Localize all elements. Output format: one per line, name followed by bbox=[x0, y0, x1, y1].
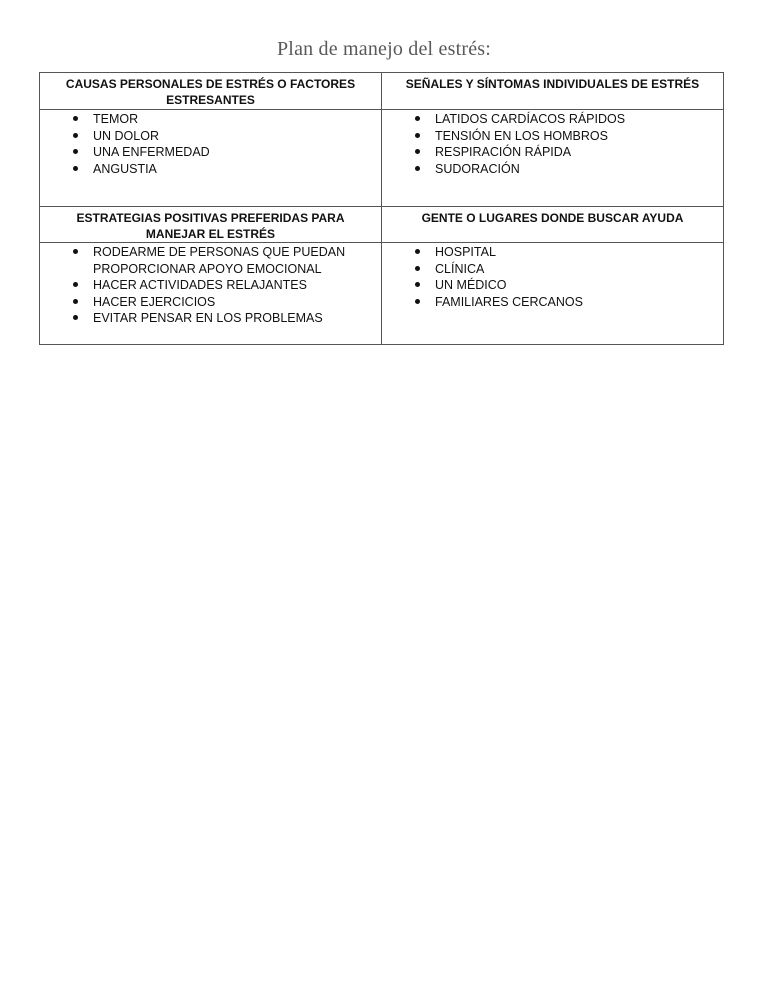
bullet-icon bbox=[415, 133, 420, 138]
list-item bbox=[382, 277, 723, 294]
bullet-icon bbox=[415, 249, 420, 254]
table-row bbox=[40, 110, 724, 207]
list-item bbox=[40, 294, 381, 311]
strategies-list bbox=[40, 244, 381, 327]
symptoms-list bbox=[382, 111, 723, 177]
section-header-causes: CAUSAS PERSONALES DE ESTRÉS O FACTORES ESTRESANTES bbox=[40, 73, 382, 110]
bullet-icon bbox=[415, 266, 420, 271]
bullet-icon bbox=[415, 116, 420, 121]
bullet-icon bbox=[73, 315, 78, 320]
list-item-text: HACER ACTIVIDADES RELAJANTES bbox=[93, 278, 307, 292]
bullet-icon bbox=[73, 282, 78, 287]
bullet-icon bbox=[73, 249, 78, 254]
bullet-icon bbox=[73, 149, 78, 154]
list-item-text: UN DOLOR bbox=[93, 128, 159, 143]
list-item bbox=[40, 161, 381, 178]
list-item-text: SUDORACIÓN bbox=[435, 161, 520, 176]
causes-list bbox=[40, 111, 381, 177]
bullet-icon bbox=[415, 166, 420, 171]
list-item bbox=[382, 161, 723, 178]
bullet-icon bbox=[415, 282, 420, 287]
list-item bbox=[382, 111, 723, 128]
list-item bbox=[382, 128, 723, 145]
list-item-text: UNA ENFERMEDAD bbox=[93, 145, 210, 159]
page-title: Plan de manejo del estrés: bbox=[276, 38, 492, 60]
section-body-causes bbox=[40, 110, 382, 207]
list-item bbox=[382, 244, 723, 261]
list-item bbox=[40, 244, 381, 277]
list-item bbox=[40, 128, 381, 145]
list-item-text: TEMOR bbox=[93, 112, 139, 126]
list-item-text: HACER EJERCICIOS bbox=[93, 294, 216, 309]
section-body-symptoms bbox=[382, 110, 724, 207]
help-list bbox=[382, 244, 723, 310]
list-item-text: EVITAR PENSAR EN LOS PROBLEMAS bbox=[93, 311, 323, 325]
list-item bbox=[382, 144, 723, 161]
bullet-icon bbox=[73, 299, 78, 304]
bullet-icon bbox=[73, 133, 78, 138]
list-item-text: TENSIÓN EN LOS HOMBROS bbox=[435, 128, 608, 143]
list-item bbox=[382, 294, 723, 311]
list-item-text: FAMILIARES CERCANOS bbox=[435, 294, 583, 309]
list-item bbox=[40, 277, 381, 294]
bullet-icon bbox=[73, 166, 78, 171]
section-header-help: GENTE O LUGARES DONDE BUSCAR AYUDA bbox=[382, 207, 724, 243]
list-item-text: RESPIRACIÓN RÁPIDA bbox=[435, 145, 572, 159]
list-item-text: LATIDOS CARDÍACOS RÁPIDOS bbox=[435, 112, 626, 126]
list-item bbox=[40, 144, 381, 161]
list-item bbox=[382, 261, 723, 278]
list-item-text: CLÍNICA bbox=[435, 261, 485, 276]
bullet-icon bbox=[415, 299, 420, 304]
table-row bbox=[40, 243, 724, 345]
list-item-text: RODEARME DE PERSONAS QUE PUEDAN PROPORCIONAR APOYO EMOCIONAL bbox=[93, 245, 346, 276]
list-item-text: UN MÉDICO bbox=[435, 278, 507, 292]
section-body-strategies bbox=[40, 243, 382, 345]
table-header-row bbox=[40, 73, 724, 110]
section-header-symptoms: SEÑALES Y SÍNTOMAS INDIVIDUALES DE ESTRÉS bbox=[382, 73, 724, 110]
list-item-text: HOSPITAL bbox=[435, 245, 496, 259]
stress-plan-table bbox=[39, 72, 724, 345]
bullet-icon bbox=[415, 149, 420, 154]
bullet-icon bbox=[73, 116, 78, 121]
section-header-strategies: ESTRATEGIAS POSITIVAS PREFERIDAS PARA MANEJAR EL ESTRÉS bbox=[40, 207, 382, 243]
list-item bbox=[40, 111, 381, 128]
section-body-help bbox=[382, 243, 724, 345]
list-item bbox=[40, 310, 381, 327]
list-item-text: ANGUSTIA bbox=[93, 161, 157, 176]
table-header-row bbox=[40, 207, 724, 243]
